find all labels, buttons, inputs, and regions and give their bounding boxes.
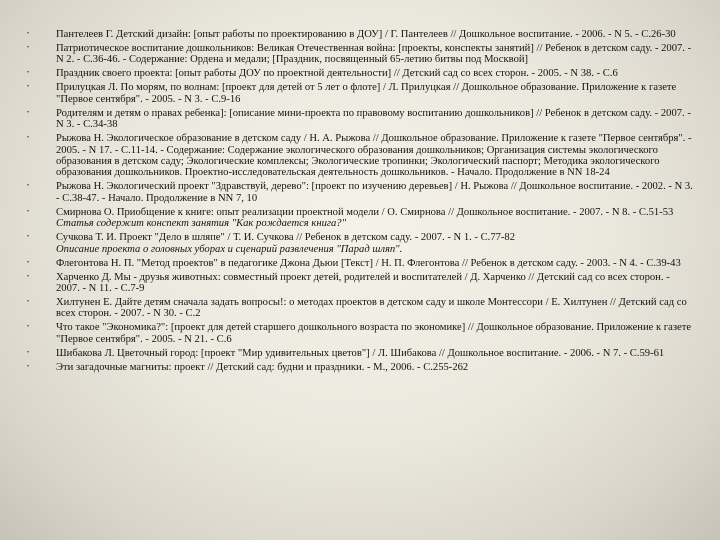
bibliography-item — [26, 68, 694, 79]
bibliography-entry-text: Прилуцкая Л. По морям, по волнам: [проект для детей от 5 лет о флоте] / Л. Прилуцкая // Дошкольное образование. Приложение к газете "Первое сентября". - 2005. - N 3. - С.9-16 — [56, 82, 677, 105]
bibliography-entry-text: Шибакова Л. Цветочный город: [проект "Мир удивительных цветов"] / Л. Шибакова // Дошкольное воспитание. - 2006. - N 7. - С.59-61 — [56, 347, 665, 359]
bullet-icon: • — [27, 273, 30, 280]
bibliography-item — [26, 362, 694, 373]
bullet-icon: • — [27, 299, 30, 306]
bibliography-entry-note: Описание проекта о головных уборах и сценарий развлечения "Парад шляп". — [56, 243, 403, 255]
bibliography-entry-text: Хилтунен Е. Дайте детям сначала задать вопросы!: о методах проектов в детском саду и школе Монтессори / Е. Хилтунен // Детский сад со всех сторон. - 2007. - N 30. - С.2 — [56, 297, 687, 320]
bibliography-entry-text: Рыжова Н. Экологическое образование в детском саду / Н. А. Рыжова // Дошкольное образование. Приложение к газете "Первое сентября". - 2005. - N 17. - С.11-14. - Содержание: Содержание экологического образования дошкольников; Организация системы экологического образования в детском саду; Экологические комплексы; Экологические тропинки; Экологический паспорт; Методика экологического образования дошкольников. Проектно-исследовательская деятельность дошкольников. - Начало. Продолжение в NN 18-24 — [56, 133, 692, 179]
bullet-icon: • — [27, 109, 30, 116]
bibliography-entry-text: Сучкова Т. И. Проект "Дело в шляпе" / Т. И. Сучкова // Ребенок в детском саду. - 2007. - N 1. - С.77-82 — [56, 232, 516, 244]
bibliography-entry-text: Что такое "Экономика?": [проект для детей старшего дошкольного возраста по экономике] // Дошкольное образование. Приложение к газете "Первое сентября". - 2005. - N 21. - С.6 — [56, 322, 692, 345]
bibliography-item — [26, 207, 694, 230]
bibliography-item — [26, 258, 694, 269]
bibliography-item — [26, 43, 694, 66]
bullet-icon: • — [27, 183, 30, 190]
bullet-icon: • — [27, 259, 30, 266]
bullet-icon: • — [27, 363, 30, 370]
bibliography-entry-text: Патриотическое воспитание дошкольников: Великая Отечественная война: [проекты, конспекты занятий] // Ребенок в детском саду. - 2007. - N 2. - С.36-46. - Содержание: Ордена и медали; [Праздник, посвященный 65-летию битвы под Москвой] — [56, 43, 692, 66]
bibliography-item — [26, 322, 694, 345]
bullet-icon: • — [27, 31, 30, 37]
bibliography-entry-text: Флегонтова Н. П. "Метод проектов" в педагогике Джона Дьюи [Текст] / Н. П. Флегонтова // Ребенок в детском саду. - 2003. - N 4. - С.39-43 — [56, 257, 681, 269]
bibliography-item — [26, 181, 694, 204]
bibliography-item — [26, 348, 694, 359]
bullet-icon: • — [27, 349, 30, 356]
bibliography-entry-text: Пантелеев Г. Детский дизайн: [опыт работы по проектированию в ДОУ] / Г. Пантелеев // Дошкольное воспитание. - 2006. - N 5. - С.26-30 — [56, 29, 676, 40]
bibliography-entry-text: Харченко Д. Мы - друзья животных: совместный проект детей, родителей и воспитателей / Д. Харченко // Детский сад со всех сторон. - 2007. - N 11. - С.7-9 — [56, 271, 670, 295]
bibliography-entry-text: Праздник своего проекта: [опыт работы ДОУ по проектной деятельности] // Детский сад со всех сторон. - 2005. - N 38. - С.6 — [56, 68, 618, 80]
bullet-icon: • — [27, 84, 30, 91]
bibliography-item — [26, 133, 694, 179]
bibliography-item — [26, 108, 694, 131]
bibliography-entry-text: Родителям и детям о правах ребенка]: [описание мини-проекта по правовому воспитанию дошкольников] // Ребенок в детском саду. - 2007. - N 3. - С.34-38 — [56, 107, 691, 131]
bullet-icon: • — [27, 324, 30, 331]
bibliography-entry-note: Статья содержит конспект занятия "Как рождается книга?" — [56, 218, 347, 230]
bullet-icon: • — [27, 234, 30, 241]
bibliography-list — [26, 29, 694, 376]
bibliography-entry-text: Рыжова Н. Экологический проект "Здравствуй, дерево": [проект по изучению деревьев] / Н. Рыжова // Дошкольное воспитание. - 2002. - N 3. - С.38-47. - Начало. Продолжение в NN 7, 10 — [56, 181, 693, 204]
bibliography-entry-text: Смирнова О. Приобщение к книге: опыт реализации проектной модели / О. Смирнова // Дошкольное воспитание. - 2007. - N 8. - С.51-53 — [56, 206, 674, 218]
bullet-icon: • — [27, 70, 30, 77]
bibliography-entry-text: Эти загадочные магниты: проект // Детский сад: будни и праздники. - М., 2006. - С.255-262 — [56, 361, 469, 373]
bibliography-item — [26, 29, 694, 40]
bibliography-item — [26, 232, 694, 255]
bibliography-item — [26, 82, 694, 105]
bibliography-item — [26, 272, 694, 295]
bibliography-item — [26, 297, 694, 320]
bullet-icon: • — [27, 45, 30, 51]
bullet-icon: • — [27, 208, 30, 215]
bullet-icon: • — [27, 135, 30, 142]
